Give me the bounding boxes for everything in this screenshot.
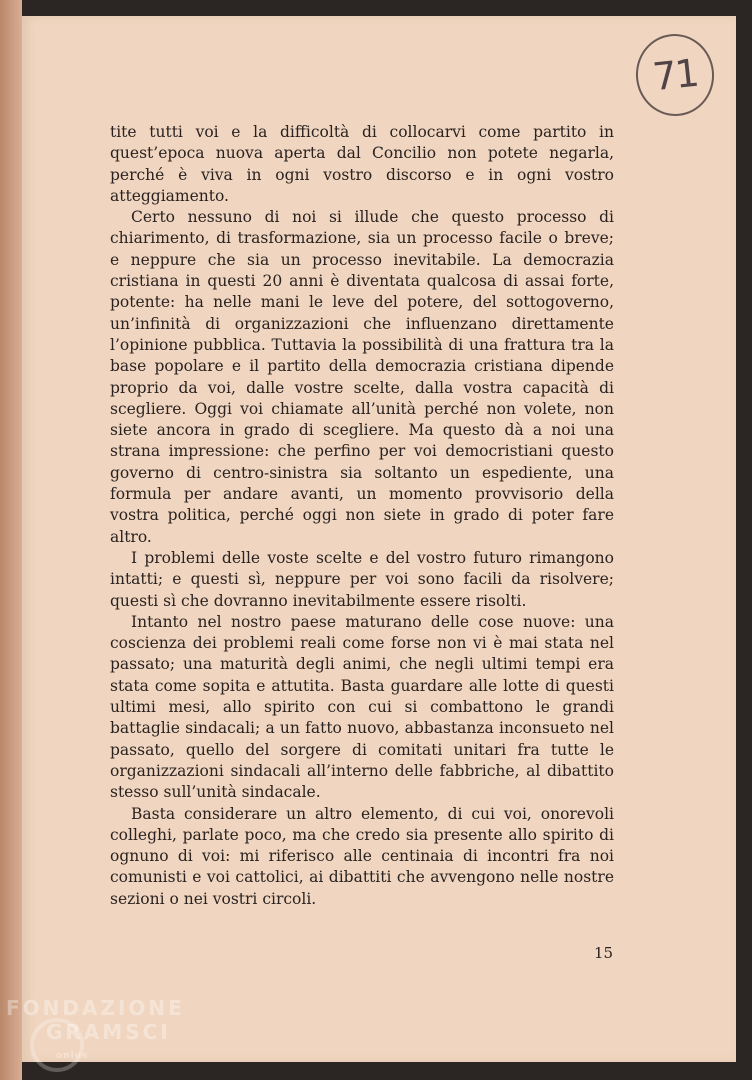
watermark: [6, 996, 185, 1068]
paragraph-1: tite tutti voi e la difficoltà di collocarvi come partito in quest’epoca nuova aperta dal Concilio non potete negarla, perché è viva in ogni vostro discorso e in ogni vostro atteggiamento.: [110, 123, 614, 205]
paragraph-4: Intanto nel nostro paese maturano delle cose nuove: una coscienza dei problemi reali come forse non vi è mai stata nel passato; una maturità degli animi, che negli ultimi tempi era stata come sopita e attutita. Basta guardare alle lotte di questi ultimi mesi, allo spirito con cui si combattono le grandi battaglie sindacali; a un fatto nuovo, abbastanza inconsueto nel passato, quello del sorgere di comitati unitari fra tutte le organizzazioni sindacali all’interno delle fabbriche, al dibattito stesso sull’unità sindacale.: [110, 612, 614, 802]
paragraph-3: I problemi delle voste scelte e del vostro futuro rimangono intatti; e questi sì, neppure per voi sono facili da risolvere; questi sì che dovranno inevitabilmente essere risolti.: [110, 548, 614, 610]
page-edge: [0, 0, 22, 1080]
watermark-line-1: FONDAZIONE: [6, 996, 185, 1020]
annotation-text: 71: [650, 50, 700, 100]
body-text: [110, 122, 614, 910]
paragraph-2: Certo nessuno di noi si illude che questo processo di chiarimento, di trasformazione, sia un processo facile o breve; e neppure che sia un processo inevitabile. La democrazia cristiana in questi 20 anni è diventata qualcosa di assai forte, potente: ha nelle mani le leve del potere, del sottogoverno, un’infinità di organizzazioni che influenzano direttamente l’opinione pubblica. Tuttavia la possibilità di una frattura tra la base popolare e il partito della democrazia cristiana dipende proprio da voi, dalle vostre scelte, dalla vostra capacità di scegliere. Oggi voi chiamate all’unità perché non volete, non siete ancora in grado di scegliere. Ma questo dà a noi una strana impressione: che perfino per voi democristiani questo governo di centro-sinistra sia soltanto un espediente, una formula per andare avanti, un momento provvisorio della vostra politica, perché oggi non siete in grado di poter fare altro.: [110, 208, 614, 546]
page-number: 15: [594, 944, 614, 962]
watermark-line-3: onlus: [56, 1051, 89, 1061]
paragraph-5: Basta considerare un altro elemento, di cui voi, onorevoli colleghi, parlate poco, ma che credo sia presente allo spirito di ognuno di voi: mi riferisco alle centinaia di incontri fra noi comunisti e voi cattolici, ai dibattiti che avvengono nelle nostre sezioni o nei vostri circoli.: [110, 804, 614, 908]
watermark-line-2: GRAMSCI: [46, 1020, 171, 1044]
